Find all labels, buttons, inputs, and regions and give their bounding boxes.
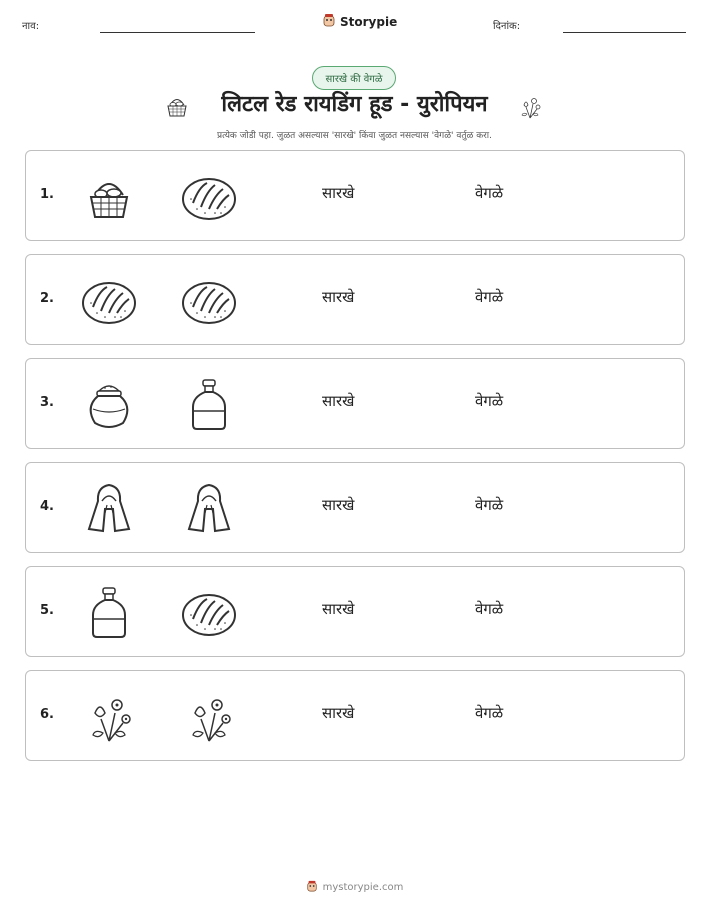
storypie-mascot-icon [322, 13, 336, 30]
row-number: 3. [40, 395, 54, 410]
pot-icon [81, 377, 137, 433]
row-number: 2. [40, 291, 54, 306]
different-option[interactable]: वेगळे [475, 392, 504, 410]
exercise-row [25, 254, 685, 345]
exercise-row [25, 358, 685, 449]
row-number: 1. [40, 187, 54, 202]
cloak-icon [81, 481, 137, 537]
footer [0, 880, 709, 895]
brand-name: Storypie [340, 14, 398, 29]
flowers-icon [516, 92, 544, 124]
row-number: 6. [40, 707, 54, 722]
exercise-row [25, 150, 685, 241]
date-label: दिनांक: [493, 21, 521, 32]
row-number: 4. [40, 499, 54, 514]
same-option[interactable]: सारखे [322, 704, 355, 722]
same-option[interactable]: सारखे [322, 184, 355, 202]
date-line[interactable] [563, 32, 686, 33]
activity-badge: सारखे की वेगळे [312, 66, 396, 90]
different-option[interactable]: वेगळे [475, 184, 504, 202]
bread-icon [81, 273, 137, 329]
flowers-icon [181, 689, 237, 745]
basket-icon [81, 169, 137, 225]
name-line[interactable] [100, 32, 255, 33]
flowers-icon [81, 689, 137, 745]
exercise-row [25, 566, 685, 657]
storypie-mascot-icon [306, 880, 318, 895]
exercise-list [25, 150, 685, 774]
different-option[interactable]: वेगळे [475, 288, 504, 306]
exercise-row [25, 462, 685, 553]
same-option[interactable]: सारखे [322, 600, 355, 618]
instructions: प्रत्येक जोडी पहा. जुळत असल्यास 'सारखे' किंवा जुळत नसल्यास 'वेगळे' वर्तुळ करा. [216, 131, 492, 141]
name-label: नाव: [22, 21, 40, 32]
bread-icon [181, 169, 237, 225]
bottle-icon [181, 377, 237, 433]
cloak-icon [181, 481, 237, 537]
same-option[interactable]: सारखे [322, 288, 355, 306]
page-title: लिटल रेड रायडिंग हूड - युरोपियन [221, 92, 488, 117]
bottle-icon [81, 585, 137, 641]
different-option[interactable]: वेगळे [475, 704, 504, 722]
different-option[interactable]: वेगळे [475, 496, 504, 514]
footer-url[interactable]: mystorypie.com [322, 882, 404, 893]
exercise-row [25, 670, 685, 761]
row-number: 5. [40, 603, 54, 618]
bread-icon [181, 585, 237, 641]
same-option[interactable]: सारखे [322, 496, 355, 514]
brand-logo [322, 13, 397, 30]
bread-icon [181, 273, 237, 329]
different-option[interactable]: वेगळे [475, 600, 504, 618]
same-option[interactable]: सारखे [322, 392, 355, 410]
